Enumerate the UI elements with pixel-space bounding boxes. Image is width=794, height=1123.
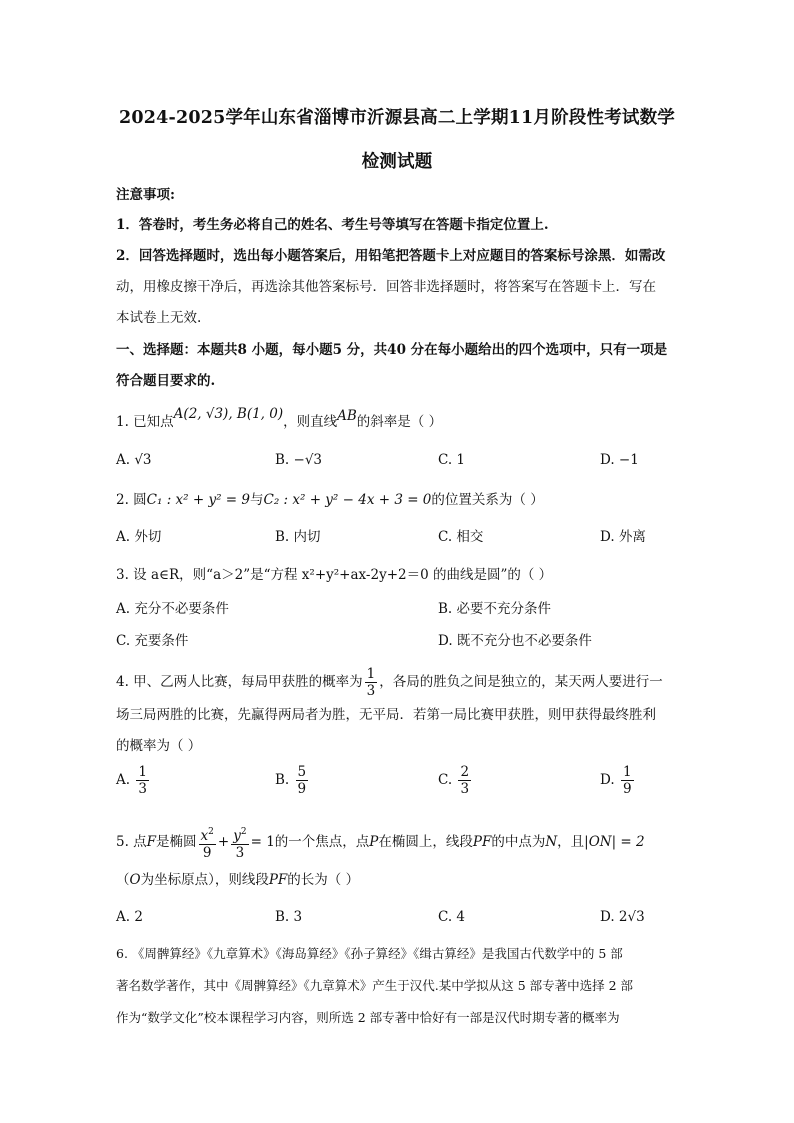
q2-circle-c1: C₁ : x² + y² = 9 bbox=[146, 492, 250, 508]
question-6-line-2: 著名数学著作，其中《周髀算经》《九章算术》产生于汉代.某中学拟从这 5 部专著中选择 2 部 bbox=[116, 978, 634, 993]
q5-option-c[interactable]: C. 4 bbox=[438, 909, 466, 925]
q2-suffix: 的位置关系为（ ） bbox=[431, 492, 544, 508]
q5-ellipse-x: $\frac{x^2}{9}$ bbox=[199, 824, 216, 861]
q5-line1-a: 5. 点 bbox=[116, 834, 147, 850]
q4-option-d[interactable] bbox=[600, 764, 636, 797]
q4-option-b-label: B. bbox=[275, 772, 290, 788]
q4-line1-b: ，各局的胜负之间是独立的，某天两人要进行一 bbox=[379, 674, 663, 690]
q4-line1-a: 4. 甲、乙两人比赛，每局甲获胜的概率为 bbox=[116, 674, 363, 690]
exam-title-line-2: 检测试题 bbox=[361, 152, 433, 172]
q5-var-o: O bbox=[129, 872, 141, 888]
q4-option-a-den: 3 bbox=[138, 781, 147, 797]
question-4-line-2: 场三局两胜的比赛，先赢得两局者为胜，无平局．若第一局比赛甲获胜，则甲获得最终胜利 bbox=[116, 707, 656, 723]
q5-line2-a: （ bbox=[116, 872, 130, 888]
exam-title-line-1: 2024-2025学年山东省淄博市沂源县高二上学期11月阶段性考试数学 bbox=[118, 108, 676, 128]
q4-option-d-label: D. bbox=[600, 772, 615, 788]
q4-option-c-label: C. bbox=[438, 772, 453, 788]
q4-option-d-num: 1 bbox=[622, 764, 632, 780]
q5-line1-e: 的中点为 bbox=[491, 834, 546, 850]
q4-option-a-num: 1 bbox=[138, 764, 147, 780]
q5-option-d[interactable]: D. 2√3 bbox=[600, 909, 645, 925]
q1-suffix: 的斜率是（ ） bbox=[356, 414, 443, 430]
q1-option-c[interactable]: C. 1 bbox=[438, 452, 466, 468]
q4-option-b-den: 9 bbox=[297, 781, 307, 797]
q4-option-c[interactable] bbox=[438, 764, 473, 797]
q5-var-n: N bbox=[545, 834, 558, 850]
q1-prefix: 1. 已知点 bbox=[116, 414, 174, 430]
q2-option-b[interactable]: B. 内切 bbox=[275, 529, 321, 545]
q5-line1-f: ，且 bbox=[557, 834, 585, 850]
q5-line1-c: 的一个焦点，点 bbox=[274, 834, 370, 850]
question-6-line-3: 作为“数学文化”校本课程学习内容，则所选 2 部专著中恰好有一部是汉代时期专著的概率为 bbox=[116, 1010, 620, 1025]
q1-mid: ，则直线 bbox=[283, 414, 338, 430]
q5-var-f: F bbox=[146, 834, 157, 850]
q2-option-c[interactable]: C. 相交 bbox=[438, 529, 484, 545]
q2-option-a[interactable]: A. 外切 bbox=[116, 529, 162, 545]
q3-option-d[interactable]: D. 既不充分也不必要条件 bbox=[438, 633, 592, 649]
q4-option-c-den: 3 bbox=[460, 781, 470, 797]
q5-var-pf: PF bbox=[472, 834, 492, 850]
section1-heading-a: 一、选择题：本题共8 小题，每小题5 分，共40 分在每小题给出的四个选项中，只有一项是 bbox=[116, 342, 668, 358]
q1-option-b[interactable]: B. −√3 bbox=[275, 452, 323, 468]
q4-probability-fraction: $\frac{1}{3}$ bbox=[366, 666, 376, 699]
q4-option-a[interactable] bbox=[116, 764, 151, 797]
q4-option-d-den: 9 bbox=[622, 781, 632, 797]
notice-heading: 注意事项: bbox=[116, 187, 175, 203]
q3-option-b[interactable]: B. 必要不充分条件 bbox=[438, 601, 552, 617]
q5-option-a[interactable]: A. 2 bbox=[116, 909, 143, 925]
q4-option-b[interactable] bbox=[275, 764, 310, 797]
notice-item-1: 1．答卷时，考生务必将自己的姓名、考生号等填写在答题卡指定位置上. bbox=[116, 217, 549, 233]
question-4-line-1 bbox=[116, 666, 663, 699]
q4-option-b-num: 5 bbox=[297, 764, 307, 780]
q5-ellipse-y: $\frac{y^2}{3}$ bbox=[231, 824, 248, 861]
q5-option-b[interactable]: B. 3 bbox=[275, 909, 303, 925]
q1-line: AB bbox=[337, 408, 357, 424]
notice-item-2a bbox=[116, 247, 682, 265]
q1-option-a[interactable]: A. √3 bbox=[116, 452, 152, 468]
question-5-line-2 bbox=[116, 870, 359, 890]
q2-circle-c2: C₂ : x² + y² − 4x + 3 = 0 bbox=[263, 492, 432, 508]
q5-var-pf-2: PF bbox=[268, 872, 288, 888]
q4-option-a-label: A. bbox=[116, 772, 131, 788]
q1-points: A(2, √3), B(1, 0) bbox=[173, 406, 284, 422]
question-2 bbox=[116, 490, 544, 510]
q2-option-d[interactable]: D. 外离 bbox=[600, 529, 646, 545]
q5-line1-d: 在椭圆上，线段 bbox=[378, 834, 473, 850]
q3-option-c[interactable]: C. 充要条件 bbox=[116, 633, 189, 649]
question-5-line-1: 5. 点F是椭圆 $\frac{x^2}{9}$ + $\frac{y^2}{3}$ = 1的一个焦点，点P在椭圆上，线段PF的中点为N，且|ON| = 2 bbox=[116, 824, 645, 861]
question-1 bbox=[116, 406, 443, 432]
q2-prefix: 2. 圆 bbox=[116, 492, 147, 508]
q5-on-length: |ON| = 2 bbox=[584, 834, 645, 850]
q5-line1-b: 是椭圆 bbox=[156, 834, 197, 850]
question-3: 3. 设 a∈R，则“a＞2”是“方程 x²+y²+ax-2y+2＝0 的曲线是圆”的（ ） bbox=[116, 567, 553, 583]
q5-line2-b: 为坐标原点），则线段 bbox=[140, 872, 269, 888]
notice-item-2a-text: 2．回答选择题时，选出每小题答案后，用铅笔把答题卡上对应题目的答案标号涂黑．如需改 bbox=[116, 248, 666, 264]
q5-line2-c: 的长为（ ） bbox=[287, 872, 360, 888]
notice-item-2c: 本试卷上无效. bbox=[116, 310, 202, 326]
q3-option-a[interactable]: A. 充分不必要条件 bbox=[116, 601, 229, 617]
question-4-line-3: 的概率为（ ） bbox=[116, 738, 202, 754]
question-6-line-1: 6. 《周髀算经》《九章算术》《海岛算经》《孙子算经》《缉古算经》是我国古代数学中的 5 部 bbox=[116, 946, 623, 961]
q4-option-c-num: 2 bbox=[460, 764, 470, 780]
section1-heading-b: 符合题目要求的. bbox=[116, 373, 216, 389]
notice-item-2b: 动，用橡皮擦干净后，再选涂其他答案标号．回答非选择题时，将答案写在答题卡上．写在 bbox=[116, 279, 656, 295]
q5-var-p: P bbox=[369, 834, 379, 850]
q2-and: 与 bbox=[250, 492, 264, 508]
q1-option-d[interactable]: D. −1 bbox=[600, 452, 639, 468]
